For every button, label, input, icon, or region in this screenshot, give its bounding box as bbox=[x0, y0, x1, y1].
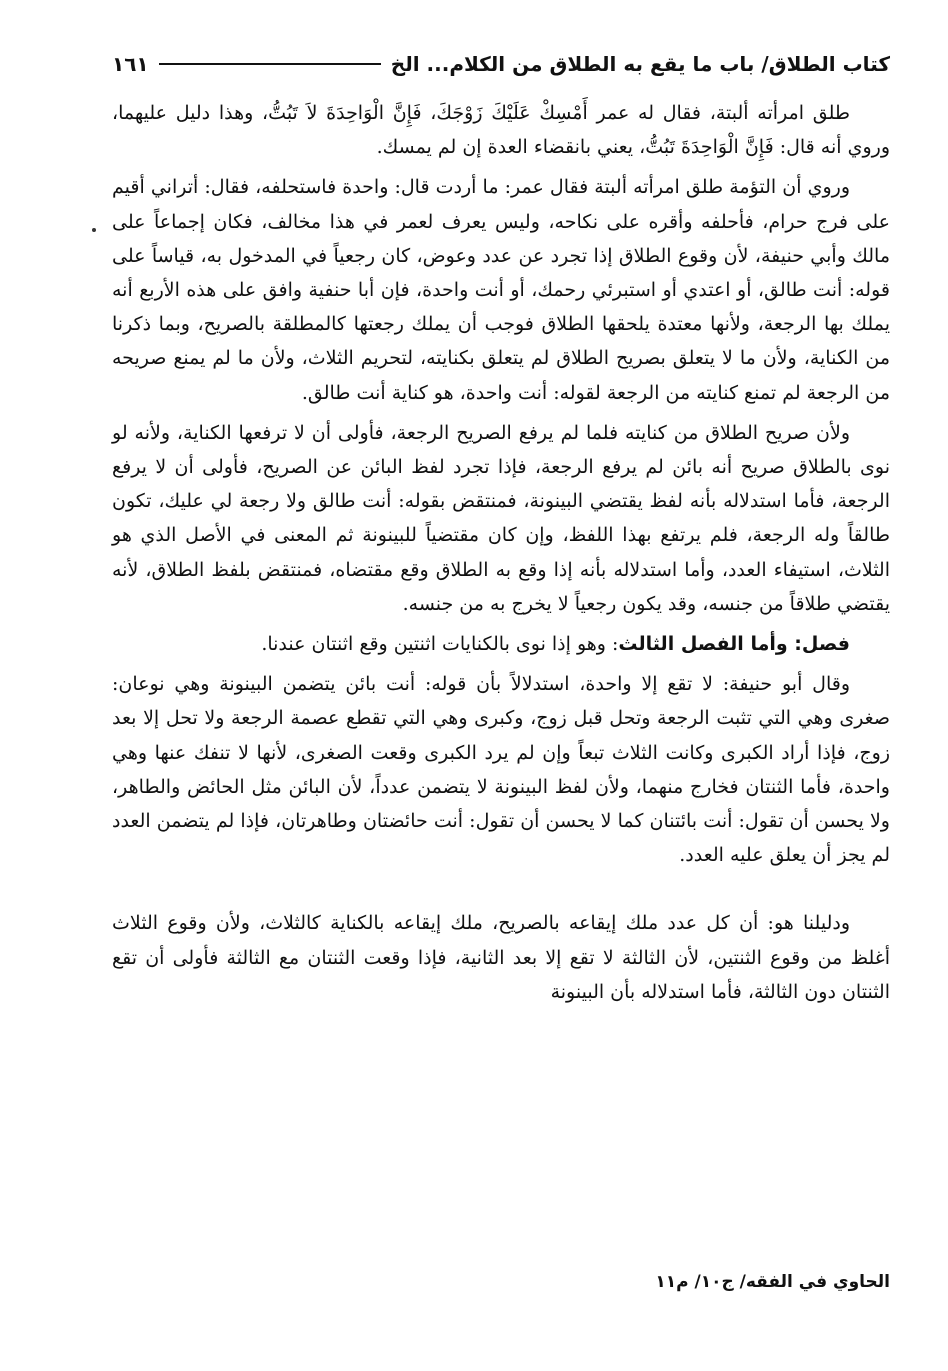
page-footer: الحاوي في الفقه/ ج١٠/ م١١ bbox=[655, 1272, 890, 1292]
paragraph-1: طلق امرأته ألبتة، فقال له عمر أَمْسِكْ عَلَيْكَ زَوْجَكَ، فَإِنَّ الْوَاحِدَةَ لاَ تَبُتُّ، وهذا دليل عليهما، وروي أنه قال: فَإِنَّ الْوَاحِدَةَ تَبُتُّ، يعني بانقضاء العدة إن لم يمسك. bbox=[112, 102, 890, 159]
paragraph-2: وروي أن التؤمة طلق امرأته ألبتة فقال عمر: ما أردت قال: واحدة فاستحلفه، فقال: أتراني أقيم على فرج حرام، فأحلفه وأقره على نكاحه، وليس يعرف لعمر في هذا مخالف، فكان إجماعاً على مالك وأبي حنيفة، لأن وقوع الطلاق إذا تجرد عن عدد وعوض، كان رجعياً في المدخول به، قياساً على قوله: أنت طالق، أو اعتدي أو استبرئي رحمك، أو أنت واحدة، فإن أبا حنفية وافق على هذه الأربع أنه يملك بها الرجعة، ولأنها معتدة يلحقها الطلاق فوجب أن يملك رجعتها كالمطلقة بالصريح، وبما ذكرنا من الكناية، ولأن ما لا يتعلق بصريح الطلاق لم يتعلق بكنايته، لتحريم الثلاث، ولأن ما لم يمنع صريحه من الرجعة لم تمنع كنايته من الرجعة لقوله: أنت واحدة، هو كناية أنت طالق. bbox=[112, 176, 890, 404]
paragraph-5: ودليلنا هو: أن كل عدد ملك إيقاعه بالصريح، ملك إيقاعه بالكناية كالثلاث، ولأن وقوع الثلاث أغلظ من وقوع الثنتين، لأن الثالثة لا تقع إلا بعد الثانية، فإذا وقعت الثنتان مع الثالثة فأولى أن تقع الثنتان دون الثالثة، فأما استدلاله بأن البينونة bbox=[112, 912, 890, 1003]
margin-dot bbox=[92, 228, 96, 232]
section-label: فصل: وأما الفصل الثالث bbox=[618, 633, 850, 656]
page-body bbox=[112, 96, 890, 1009]
section-heading bbox=[112, 627, 890, 661]
header-title: كتاب الطلاق/ باب ما يقع به الطلاق من الكلام... الخ bbox=[390, 52, 890, 76]
section-text: : وهو إذا نوى بالكنايات اثنتين وقع اثنتان عندنا. bbox=[261, 633, 619, 656]
running-header bbox=[112, 44, 890, 84]
paragraph-4: وقال أبو حنيفة: لا تقع إلا واحدة، استدلالاً بأن قوله: أنت بائن يتضمن البينونة وهي نوعان: صغرى وهي التي تثبت الرجعة وتحل قبل زوج، وكبرى وهي التي تقطع عصمة الرجعة ولا تحل إلا بعد زوج، فإذا أراد الكبرى وكانت الثلاث تبعاً وإن لم يرد الكبرى وقعت الصغرى، لأنها لا تنفك عنها وهي واحدة، فأما الثنتان فخارج منهما، ولأن لفظ البينونة لا يتضمن عدداً، لأن البائن مثل الحائض والطاهر، ولا يحسن أن تقول: أنت بائتنان كما لا يحسن أن تقول: أنت حائضتان وطاهرتان، فإذا لم يتضمن العدد لم يجز أن يعلق عليه العدد. bbox=[112, 673, 890, 867]
page-number: ١٦١ bbox=[112, 52, 149, 76]
paragraph-3: ولأن صريح الطلاق من كنايته فلما لم يرفع الصريح الرجعة، فأولى أن لا ترفعها الكناية، ولأنه لو نوى بالطلاق صريح أنه بائن لم يرفع الرجعة، فإذا تجرد لفظ البائن عن الصريح، فأولى أن لا يرفع الرجعة، فأما استدلاله بأنه لفظ يقتضي البينونة، فمنتقض بقوله: أنت طالق ولا رجعة لي عليك، تكون طالقاً وله الرجعة، فلم يرتفع بهذا اللفظ، وإن كان مقتضياً للبينونة ثم المعنى في الأصل الذي هو الثلاث، استيفاء العدد، وأما استدلاله بأنه إذا وقع به الطلاق وقع مقتضاه، فمنتقض بلفظ الطلاق، لأنه يقتضي طلاقاً من جنسه، وقد يكون رجعياً لا يخرج به من جنسه. bbox=[112, 421, 890, 615]
header-rule bbox=[159, 63, 381, 65]
